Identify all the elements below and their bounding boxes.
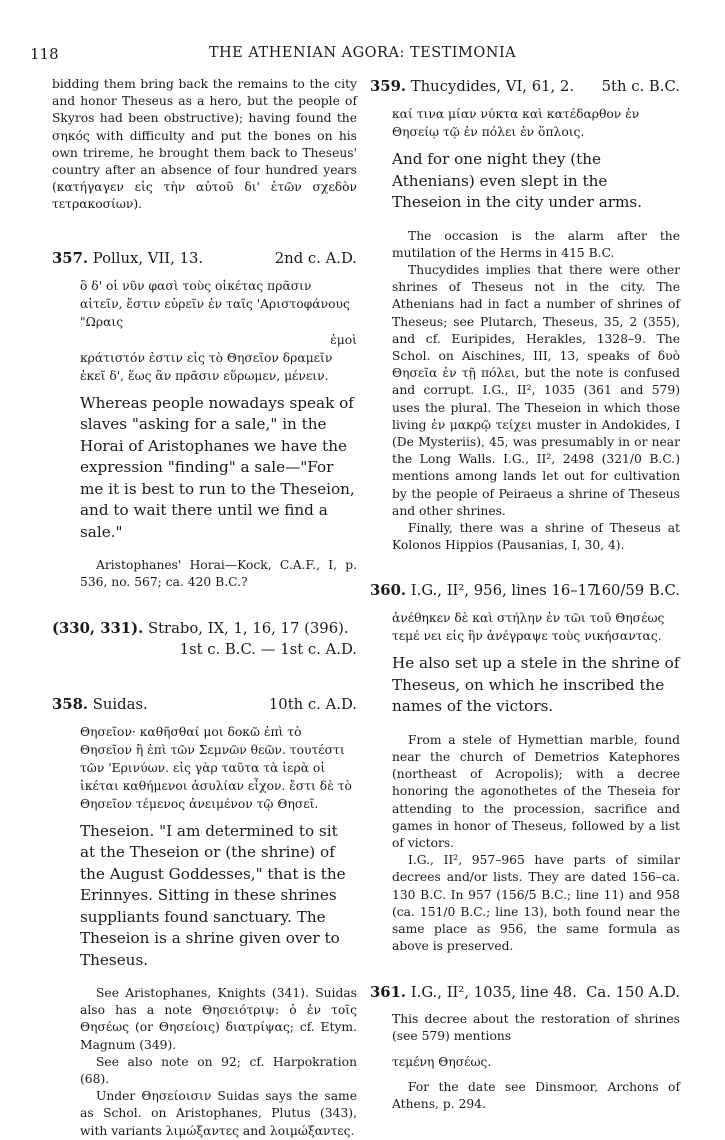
entry-source: Suidas. — [92, 695, 148, 713]
entry-source: I.G., II², 1035, line 48. — [410, 983, 577, 1001]
entry-source: Thucydides, VI, 61, 2. — [410, 78, 575, 95]
entry-date: Ca. 150 A.D. — [586, 983, 680, 1001]
entry-359-heading — [370, 76, 680, 97]
commentary-note: Aristophanes' Horai—Kock, C.A.F., I, p. 536, no. 567; ca. 420 B.C.? — [80, 558, 357, 590]
commentary-note: Under Θησείοισιν Suidas says the same as Schol. on Aristophanes, Plutus (343), with variants λιμώξαντες and λοιμώξαντες. — [80, 1089, 357, 1138]
entry-date: 2nd c. A.D. — [274, 249, 357, 267]
commentary-note: See also note on 92; cf. Harpokration (68). — [80, 1054, 357, 1087]
commentary-note: From a stele of Hymettian marble, found near the church of Demetrios Katephores (northeast of Acropolis); with a decree honoring the agonothetes of the Theseia for attending to the procession, sacrifice and games in honor of Theseus, followed by a list of victors. — [392, 732, 680, 851]
page-number: 118 — [30, 45, 59, 63]
entry-360-heading — [370, 580, 680, 601]
page-header — [30, 45, 695, 67]
entry-date: 10th c. A.D. — [268, 695, 357, 713]
entry-number: (330, 331). — [52, 619, 144, 637]
entry-361-heading — [370, 982, 680, 1003]
entry-source: Strabo, IX, 1, 16, 17 (396). — [147, 619, 349, 637]
left-column — [52, 76, 357, 1140]
commentary-note: For the date see Dinsmoor, Archons of Athens, p. 294. — [392, 1079, 680, 1112]
entry-date: 160/59 B.C. — [592, 582, 680, 600]
entry-number: 358. — [52, 695, 89, 713]
greek-text: ἐμοὶ — [330, 332, 357, 347]
entry-number: 359. — [370, 78, 407, 95]
greek-text: κράτιστόν ἐστιν εἰς τὸ Θησεῖον δραμεῖν ἐκεῖ δ', ἕως ἂν πρᾶσιν εὕρωμεν, μένειν. — [80, 350, 333, 383]
commentary-note: I.G., II², 957–965 have parts of similar decrees and/or lists. They are dated 156–ca. 130 B.C. In 957 (156/5 B.C.; line 11) and 958 (ca. 151/0 B.C.; line 13), both found near the same place as 956, the same formula as above is preserved. — [392, 853, 680, 954]
entry-date: 1st c. B.C. — 1st c. A.D. — [179, 640, 357, 658]
running-title: THE ATHENIAN AGORA: TESTIMONIA — [208, 45, 517, 61]
continuation-text: bidding them bring back the remains to the city and honor Theseus as a hero, but the people of Skyros had been obstructive); having found the σηκός with difficulty and put the bones on his own trireme, he brought them back to Theseus' country after an absence of four hundred years (κατήγαγεν εἰς τὴν αὐτοῦ δι' ἐτῶν σχεδὸν τετρακοσίων). — [52, 77, 357, 212]
entry-358-heading — [52, 694, 357, 715]
entry-date: 5th c. B.C. — [601, 78, 680, 95]
greek-text: καί τινα μίαν νύκτα καὶ κατέδαρθον ἐν Θησείῳ τῷ ἐν πόλει ἐν ὅπλοις. — [392, 107, 640, 139]
commentary-note: See Aristophanes, Knights (341). Suidas also has a note Θησειότριψ: ὁ ἐν τοῖς Θησέως (or Θησείοις) διατρίψας; cf. Etym. Magnum (349). — [80, 986, 357, 1052]
entry-357-heading — [52, 248, 357, 269]
entry-330-heading — [52, 618, 357, 639]
entry-number: 360. — [370, 582, 407, 600]
entry-number: 361. — [370, 983, 407, 1001]
right-column — [370, 76, 680, 1113]
greek-text: ἀνέθηκεν δὲ καὶ στήλην ἐν τῶι τοῦ Θησέως τεμέ νει εἰς ἣν ἀνέγραψε τοὺς νικήσαντας. — [392, 611, 665, 644]
entry-source: I.G., II², 956, lines 16–17. — [410, 582, 602, 600]
entry-source: Pollux, VII, 13. — [92, 249, 204, 267]
commentary-note: Thucydides implies that there were other shrines of Theseus not in the city. The Athenians had in fact a number of shrines of Theseus; see Plutarch, Theseus, 35, 2 (355), and cf. Euripides, Herakles, 1328–9. The Schol. on Aischines, III, 13, speaks of δυὸ Θησεῖα ἐν τῇ πόλει, but the note is confused and corrupt. I.G., II², 1035 (361 and 579) uses the plural. The Theseion in which those living ἐν μακρῷ τείχει muster in Andokides, I (De Mysteriis), 45, was presumably in or near the Long Walls. I.G., II², 2498 (321/0 B.C.) mentions among lands let out for cultivation by the people of Peiraeus a shrine of Theseus and other shrines. — [392, 262, 680, 518]
commentary-note: Finally, there was a shrine of Theseus at Kolonos Hippios (Pausanias, I, 30, 4). — [392, 520, 680, 553]
greek-text: τεμένη Θησέως. — [392, 1054, 492, 1069]
commentary-note: This decree about the restoration of shrines (see 579) mentions — [392, 1011, 680, 1043]
commentary-note: The occasion is the alarm after the mutilation of the Herms in 415 B.C. — [392, 228, 680, 260]
translation-text: Theseion. "I am determined to sit at the Theseion or (the shrine) of the August Goddesses," that is the Erinnyes. Sitting in these shrines suppliants found sanctuary. The Theseion is a shrine given over to Theseus. — [80, 821, 346, 969]
greek-text: ὃ δ' οἱ νῦν φασὶ τοὺς οἰκέτας πρᾶσιν αἰτεῖν, ἔστιν εὑρεῖν ἐν ταῖς 'Αριστοφάνους "Ωραις — [80, 278, 350, 329]
translation-text: Whereas people nowadays speak of slaves "asking for a sale," in the Horai of Aristophanes we have the expression "finding" a sale—"For me it is best to run to the Theseion, and to wait there until we find a sale." — [80, 393, 355, 541]
translation-text: He also set up a stele in the shrine of Theseus, on which he inscribed the names of the victors. — [392, 654, 680, 716]
entry-number: 357. — [52, 249, 89, 267]
translation-text: And for one night they (the Athenians) even slept in the Theseion in the city under arms. — [392, 150, 643, 211]
greek-text: Θησεῖον· καθῆσθαί μοι δοκῶ ἐπὶ τὸ Θησεῖον ἢ ἐπὶ τῶν Σεμνῶν θεῶν. τουτέστι τῶν 'Ερινύων. εἰς γὰρ ταῦτα τὰ ἱερὰ οἱ ἱκέται καθήμενοι ἀσυλίαν εἶχον. ἔστι δὲ τὸ Θησεῖον τέμενος ἀνειμένον τῷ Θησεῖ. — [80, 724, 352, 811]
